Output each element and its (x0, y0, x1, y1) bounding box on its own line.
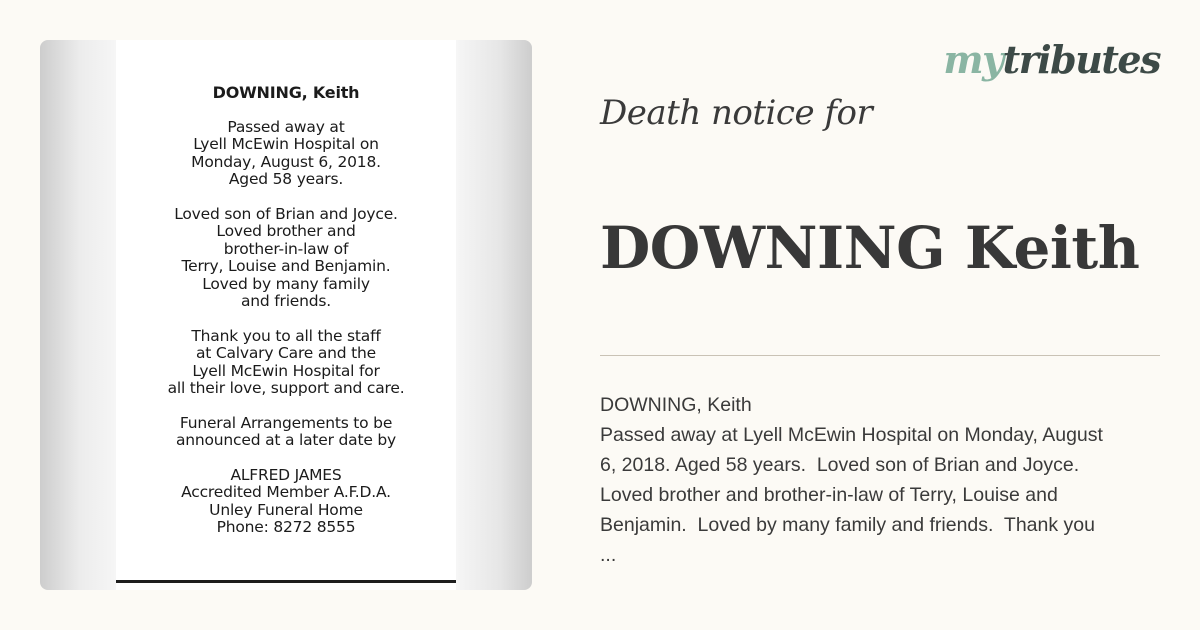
newspaper-clipping (116, 40, 456, 583)
notice-line: announced at a later date by (175, 431, 397, 449)
excerpt-line: Passed away at Lyell McEwin Hospital on Monday, August (600, 424, 1103, 446)
notice-line: Loved son of Brian and Joyce. (174, 204, 398, 223)
mytributes-logo (943, 38, 1160, 82)
notice-paragraph-director (116, 467, 456, 537)
death-notice-image (40, 40, 532, 590)
excerpt-line: DOWNING, Keith (600, 394, 752, 416)
notice-line: Passed away at (227, 117, 345, 136)
notice-line: Thank you to all the staff (191, 326, 381, 345)
notice-line: ALFRED JAMES (230, 465, 342, 484)
notice-paragraph-family (116, 206, 456, 311)
deceased-name-title: DOWNING Keith (600, 214, 1140, 282)
excerpt-line: Loved brother and brother-in-law of Terry, Louise and (600, 484, 1058, 506)
notice-line: Terry, Louise and Benjamin. (181, 257, 391, 275)
notice-line: Lyell McEwin Hospital for (192, 361, 380, 380)
notice-line: Monday, August 6, 2018. (191, 152, 381, 171)
logo-part-tributes: tributes (1002, 37, 1160, 82)
divider (600, 355, 1160, 356)
notice-paragraph-thanks (116, 328, 456, 398)
notice-line: all their love, support and care. (167, 379, 405, 397)
notice-excerpt (600, 390, 1175, 570)
excerpt-ellipsis: ... (600, 544, 617, 566)
notice-line: at Calvary Care and the (195, 344, 376, 362)
notice-line: Loved brother and (216, 222, 356, 240)
notice-paragraph-funeral (116, 415, 456, 450)
notice-paragraph-passing (116, 119, 456, 189)
notice-line: Unley Funeral Home (209, 500, 363, 519)
notice-type-subtitle: Death notice for (600, 93, 873, 133)
logo-part-my: my (943, 37, 1003, 82)
notice-line: Loved by many family (202, 274, 370, 293)
notice-heading: DOWNING, Keith (212, 83, 360, 102)
notice-line: brother-in-law of (223, 239, 349, 258)
notice-line: and friends. (240, 292, 332, 310)
notice-line: Lyell McEwin Hospital on (193, 135, 379, 153)
excerpt-line: 6, 2018. Aged 58 years. Loved son of Brian and Joyce. (600, 454, 1080, 476)
notice-line: Funeral Arrangements to be (179, 413, 393, 432)
notice-line: Accredited Member A.F.D.A. (181, 483, 391, 501)
notice-line: Aged 58 years. (228, 170, 344, 188)
notice-line: Phone: 8272 8555 (216, 518, 356, 536)
excerpt-line: Benjamin. Loved by many family and friends. Thank you (600, 514, 1095, 536)
